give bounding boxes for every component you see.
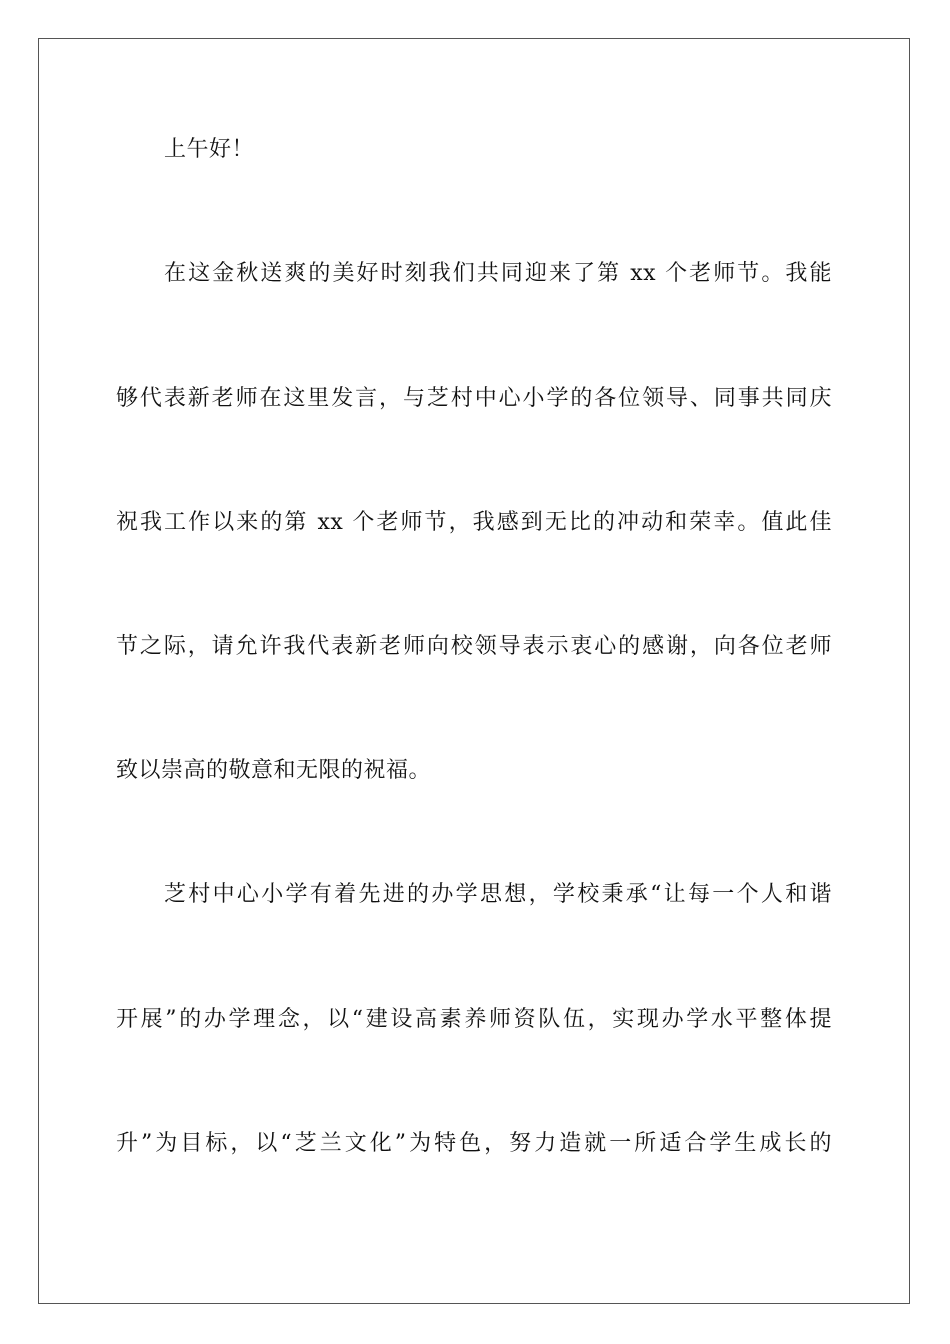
- paragraph-line: 在这金秋送爽的美好时刻我们共同迎来了第 xx 个老师节。我能: [164, 261, 832, 286]
- paragraph-line: 芝村中心小学有着先进的办学思想，学校秉承“让每一个人和谐: [164, 882, 832, 907]
- greeting-line: 上午好！: [164, 137, 255, 162]
- page-border: [38, 38, 910, 1304]
- paragraph-line: 致以崇高的敬意和无限的祝福。: [116, 758, 432, 783]
- paragraph-line: 开展”的办学理念，以“建设高素养师资队伍，实现办学水平整体提: [116, 1007, 832, 1032]
- paragraph-line: 升”为目标，以“芝兰文化”为特色，努力造就一所适合学生成长的: [116, 1131, 832, 1156]
- paragraph-line: 祝我工作以来的第 xx 个老师节，我感到无比的冲动和荣幸。值此佳: [116, 510, 832, 535]
- paragraph-line: 节之际，请允许我代表新老师向校领导表示衷心的感谢，向各位老师: [116, 634, 832, 659]
- paragraph-line: 够代表新老师在这里发言，与芝村中心小学的各位领导、同事共同庆: [116, 386, 832, 411]
